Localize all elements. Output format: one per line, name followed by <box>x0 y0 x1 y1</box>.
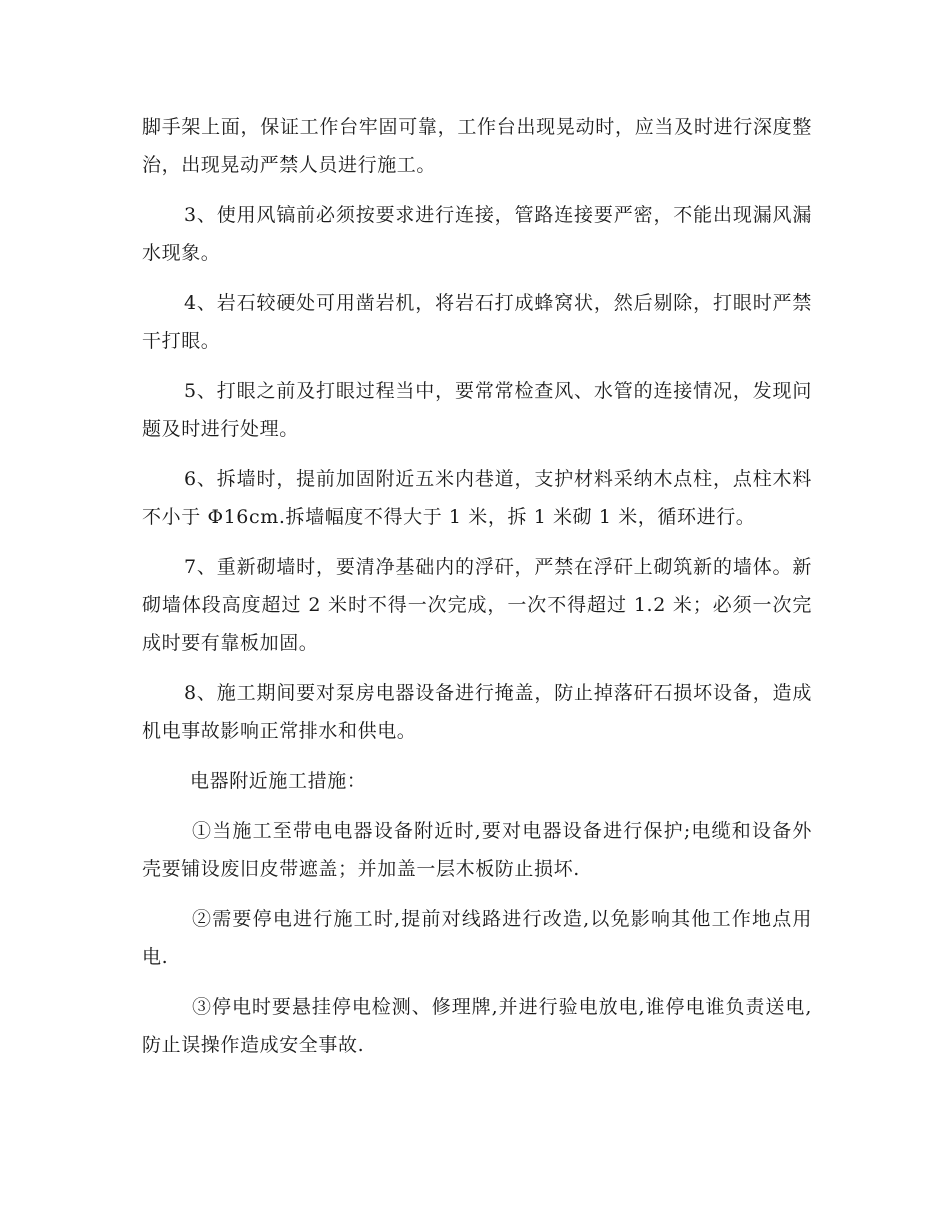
paragraph-item-3: 3、使用风镐前必须按要求进行连接，管路连接要严密，不能出现漏风漏水现象。 <box>142 204 812 264</box>
paragraph-item-8: 8、施工期间要对泵房电器设备进行掩盖，防止掉落矸石损坏设备，造成机电事故影响正常排水和供电。 <box>142 682 812 742</box>
measure-item-1: ①当施工至带电电器设备附近时,要对电器设备进行保护;电缆和设备外壳要铺设废旧皮带遮盖；并加盖一层木板防止损坏. <box>142 820 812 880</box>
measure-item-2: ②需要停电进行施工时,提前对线路进行改造,以免影响其他工作地点用电. <box>142 908 812 968</box>
document-body <box>142 108 812 1064</box>
paragraph-gap <box>142 750 812 762</box>
paragraph-gap <box>142 888 812 900</box>
paragraph-gap <box>142 448 812 460</box>
measure-item-3: ③停电时要悬挂停电检测、修理牌,并进行验电放电,谁停电谁负责送电,防止误操作造成安全事故. <box>142 996 812 1056</box>
paragraph-gap <box>142 272 812 284</box>
paragraph-gap <box>142 536 812 548</box>
paragraph-gap <box>142 800 812 812</box>
paragraph-continuation: 脚手架上面，保证工作台牢固可靠，工作台出现晃动时，应当及时进行深度整治，出现晃动严禁人员进行施工。 <box>142 116 812 176</box>
paragraph-item-5: 5、打眼之前及打眼过程当中，要常常检查风、水管的连接情况，发现问题及时进行处理。 <box>142 380 812 440</box>
paragraph-item-4: 4、岩石较硬处可用凿岩机，将岩石打成蜂窝状，然后剔除，打眼时严禁干打眼。 <box>142 292 812 352</box>
paragraph-gap <box>142 976 812 988</box>
paragraph-gap <box>142 662 812 674</box>
paragraph-gap <box>142 360 812 372</box>
paragraph-gap <box>142 184 812 196</box>
paragraph-item-6: 6、拆墙时，提前加固附近五米内巷道，支护材料采纳木点柱，点柱木料不小于 Φ16cm.拆墙幅度不得大于 1 米，拆 1 米砌 1 米，循环进行。 <box>142 468 812 528</box>
section-heading-electrical: 电器附近施工措施： <box>190 770 367 792</box>
paragraph-item-7: 7、重新砌墙时，要清净基础内的浮矸，严禁在浮矸上砌筑新的墙体。新砌墙体段高度超过 2 米时不得一次完成，一次不得超过 1.2 米；必须一次完成时要有靠板加固。 <box>142 556 812 654</box>
